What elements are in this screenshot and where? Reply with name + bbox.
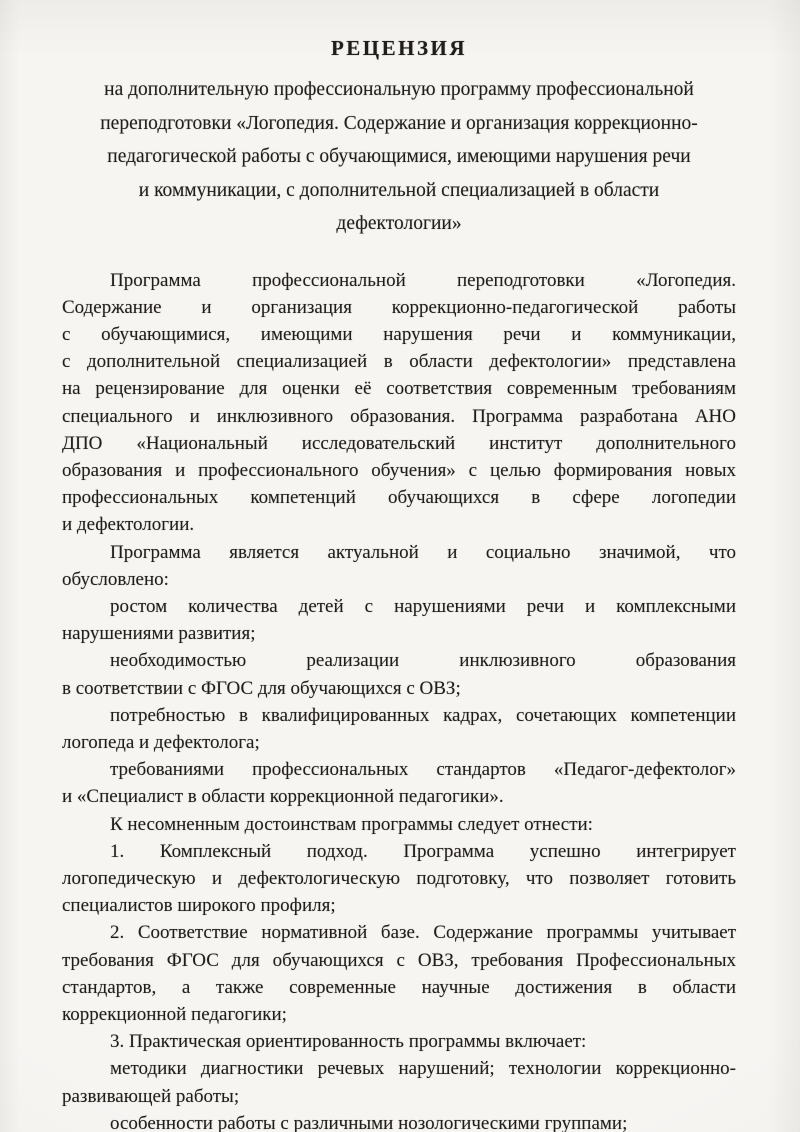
subtitle-line: и коммуникации, с дополнительной специализацией в области (138, 179, 660, 201)
text-line: методики диагностики речевых нарушений; технологии коррекционно- (110, 1058, 736, 1080)
text-line: с обучающимися, имеющими нарушения речи и коммуникации, (62, 323, 736, 345)
text-line: образования и профессионального обучения» с целью формирования новых (62, 459, 736, 481)
text-line: на рецензирование для оценки её соответствия современным требованиям (62, 378, 736, 400)
paragraph (62, 647, 736, 701)
paragraph (62, 539, 736, 593)
text-line: ДПО «Национальный исследовательский институт дополнительного (62, 432, 736, 454)
document-subtitle (62, 73, 736, 241)
text-line: логопеда и дефектолога; (62, 731, 260, 753)
text-line: и «Специалист в области коррекционной педагогики». (62, 786, 504, 808)
document-body (62, 267, 736, 1132)
text-line: 1. Комплексный подход. Программа успешно интегрирует (110, 840, 736, 862)
paragraph (62, 919, 736, 1028)
text-line: логопедическую и дефектологическую подготовку, что позволяет готовить (62, 867, 736, 889)
text-line: Программа является актуальной и социально значимой, что (110, 541, 736, 563)
text-line: нарушениями развития; (62, 623, 256, 645)
text-line: 2. Соответствие нормативной базе. Содержание программы учитывает (110, 922, 736, 944)
text-line: требованиями профессиональных стандартов «Педагог-дефектолог» (110, 759, 736, 781)
text-line: с дополнительной специализацией в области дефектологии» представлена (62, 351, 736, 373)
paragraph (62, 811, 736, 838)
text-line: специального и инклюзивного образования. Программа разработана АНО (62, 405, 736, 427)
text-line: особенности работы с различными нозологическими группами; (110, 1112, 628, 1132)
text-line: необходимостью реализации инклюзивного образования (110, 650, 736, 672)
paragraph (62, 267, 736, 539)
subtitle-line: на дополнительную профессиональную программу профессиональной (104, 79, 694, 100)
text-line: коррекционной педагогики; (62, 1003, 287, 1025)
paragraph (62, 756, 736, 810)
text-line: и дефектологии. (62, 514, 195, 536)
text-line: Программа профессиональной переподготовки «Логопедия. (110, 269, 736, 291)
text-line: ростом количества детей с нарушениями речи и комплексными (110, 595, 736, 617)
paragraph (62, 593, 736, 647)
subtitle-line: дефектологии» (336, 213, 462, 234)
text-line: К несомненным достоинствам программы следует отнести: (110, 813, 593, 835)
paragraph (62, 702, 736, 756)
text-line: профессиональных компетенций обучающихся в сфере логопедии (62, 487, 736, 509)
subtitle-line: педагогической работы с обучающимися, имеющими нарушения речи (107, 146, 691, 167)
text-line: специалистов широкого профиля; (62, 895, 336, 917)
text-line: 3. Практическая ориентированность программы включает: (110, 1031, 587, 1053)
text-line: требования ФГОС для обучающихся с ОВЗ, требования Профессиональных (62, 949, 736, 971)
document-title: РЕЦЕНЗИЯ (330, 36, 468, 60)
paragraph (62, 1028, 736, 1055)
text-line: обусловлено: (62, 568, 169, 590)
text-line: в соответствии с ФГОС для обучающихся с ОВЗ; (62, 677, 461, 699)
text-line: потребностью в квалифицированных кадрах, сочетающих компетенции (110, 704, 736, 726)
text-line: стандартов, а также современные научные достижения в области (62, 976, 736, 998)
text-line: Содержание и организация коррекционно-педагогической работы (62, 296, 736, 318)
paragraph (62, 1110, 736, 1132)
text-line: развивающей работы; (62, 1085, 240, 1107)
paragraph (62, 838, 736, 920)
paragraph (62, 1055, 736, 1109)
subtitle-line: переподготовки «Логопедия. Содержание и организация коррекционно- (100, 112, 698, 134)
